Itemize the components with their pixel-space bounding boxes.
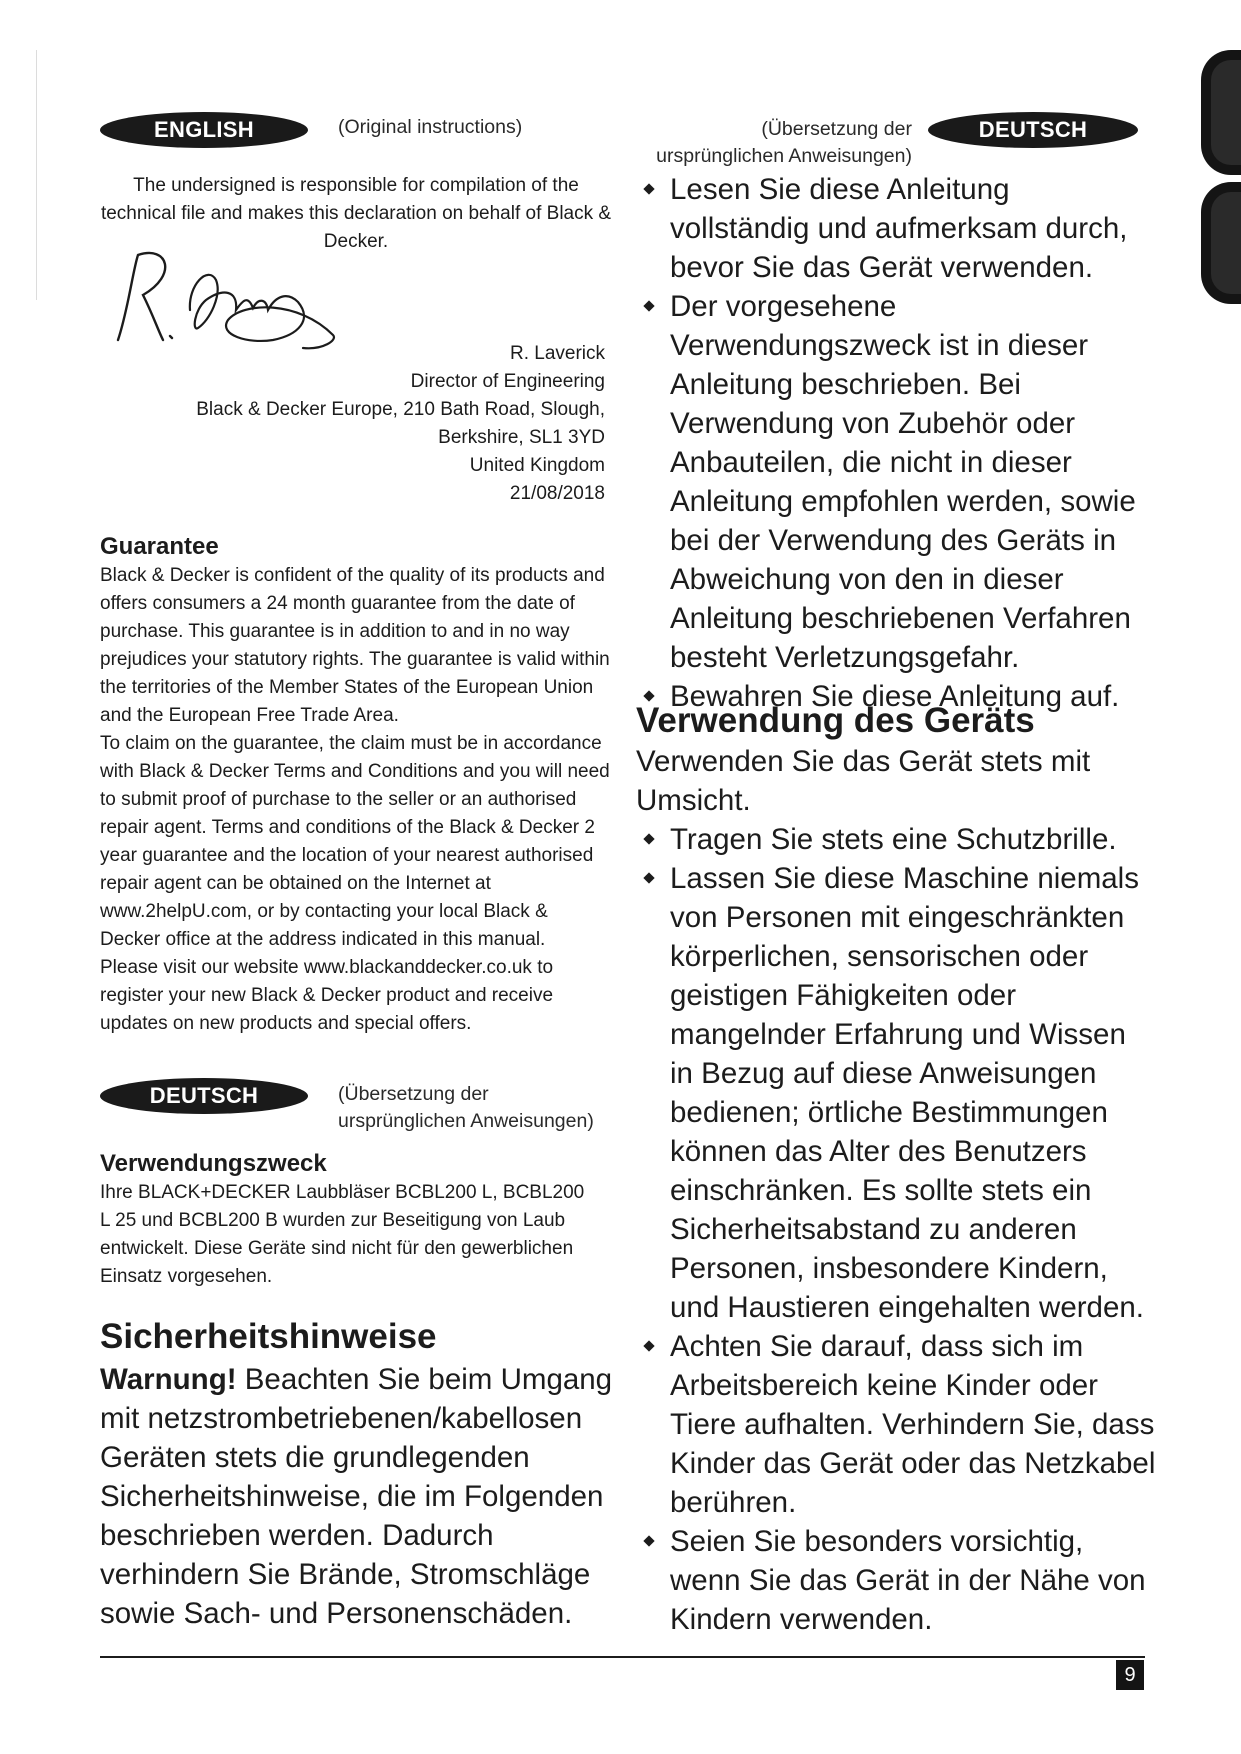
guarantee-para-2: To claim on the guarantee, the claim must be in accordance with Black & Decker Terms and Conditions and you will need to submit proof of purchase to the seller or an authorised repair agent. Terms and conditions of the Black & Decker 2 year guarantee and the location of your nearest authorised repair agent can be obtained on the Internet at www.2helpU.com, or by contacting your local Black & Decker office at the address indicated in this manual. [100, 733, 610, 950]
signer-name: R. Laverick [509, 343, 605, 364]
use-heading: Verwendungszweck [100, 1150, 327, 1177]
list-item: Bewahren Sie diese Anleitung auf. [636, 677, 1156, 716]
deutsch-note-right: (Übersetzung der ursprünglichen Anweisungen) [656, 118, 912, 167]
section-intro: Verwenden Sie das Gerät stets mit Umsicht. [636, 745, 1091, 817]
bullet-list-bottom [636, 820, 1156, 1639]
list-item: Achten Sie darauf, dass sich im Arbeitsbereich keine Kinder oder Tiere aufhalten. Verhindern Sie, dass Kinder das Gerät oder das Netzkabel berühren. [636, 1327, 1156, 1522]
warning-label: Warnung! [100, 1363, 237, 1396]
signer-title: Director of Engineering [410, 371, 605, 392]
footer-rule [100, 1656, 1145, 1658]
declaration-text: The undersigned is responsible for compilation of the technical file and makes this declaration on behalf of Black & Decker. [100, 175, 612, 252]
side-tab-lower [1201, 182, 1241, 304]
warning-text: Beachten Sie beim Umgang mit netzstrombetriebenen/kabellosen Geräten stets die grundlegenden Sicherheitshinweise, die im Folgenden beschrieben werden. Dadurch verhindern Sie Brände, Stromschläge sowie Sach- und Personenschäden. [100, 1363, 613, 1630]
list-item: Lesen Sie diese Anleitung vollständig und aufmerksam durch, bevor Sie das Gerät verwenden. [636, 170, 1156, 287]
deutsch-language-pill-right: DEUTSCH [928, 112, 1138, 148]
list-item: Seien Sie besonders vorsichtig, wenn Sie das Gerät in der Nähe von Kindern verwenden. [636, 1522, 1156, 1639]
guarantee-para-1: Black & Decker is confident of the quality of its products and offers consumers a 24 month guarantee from the date of purchase. This guarantee is in addition to and in no way prejudices your statutory rights. The guarantee is valid within the territories of the Member States of the European Union and the European Free Trade Area. [100, 565, 610, 726]
use-text: Ihre BLACK+DECKER Laubbläser BCBL200 L, BCBL200 L 25 und BCBL200 B wurden zur Beseitigung von Laub entwickelt. Diese Geräte sind nicht für den gewerblichen Einsatz vorgesehen. [100, 1182, 585, 1287]
signer-address-2: Berkshire, SL1 3YD [438, 427, 605, 448]
list-item: Lassen Sie diese Maschine niemals von Personen mit eingeschränkten körperlichen, sensorischen oder geistigen Fähigkeiten oder mangelnder Erfahrung und Wissen in Bezug auf diese Anweisungen bedienen; örtliche Bestimmungen können das Alter des Benutzers einschränken. Es sollte stets ein Sicherheitsabstand zu anderen Personen, insbesondere Kindern, und Haustieren eingehalten werden. [636, 859, 1156, 1327]
section-heading: Verwendung des Geräts [636, 701, 1035, 740]
deutsch-language-pill: DEUTSCH [100, 1078, 308, 1114]
list-item: Tragen Sie stets eine Schutzbrille. [636, 820, 1156, 859]
deutsch-note-left: (Übersetzung der ursprünglichen Anweisungen) [338, 1083, 594, 1132]
english-note: (Original instructions) [338, 116, 523, 138]
binding-edge [36, 50, 37, 300]
safety-warning [100, 1360, 620, 1633]
signer-block [180, 340, 605, 508]
signer-address-1: Black & Decker Europe, 210 Bath Road, Slough, [196, 399, 605, 420]
page-number: 9 [1116, 1660, 1144, 1690]
bullet-list-top [636, 170, 1156, 716]
list-item: Der vorgesehene Verwendungszweck ist in dieser Anleitung beschrieben. Bei Verwendung von Zubehör oder Anbauteilen, die nicht in dieser Anleitung empfohlen werden, sowie bei der Verwendung des Geräts in Abweichung von den in dieser Anleitung beschriebenen Verfahren besteht Verletzungsgefahr. [636, 287, 1156, 677]
signer-country: United Kingdom [469, 455, 605, 476]
guarantee-body [100, 562, 612, 1038]
guarantee-heading: Guarantee [100, 533, 219, 560]
english-language-pill: ENGLISH [100, 112, 308, 148]
signer-date: 21/08/2018 [509, 483, 605, 504]
guarantee-para-3: Please visit our website www.blackanddecker.co.uk to register your new Black & Decker product and receive updates on new products and special offers. [100, 957, 554, 1034]
side-tab-upper [1201, 50, 1241, 175]
safety-heading: Sicherheitshinweise [100, 1317, 437, 1356]
